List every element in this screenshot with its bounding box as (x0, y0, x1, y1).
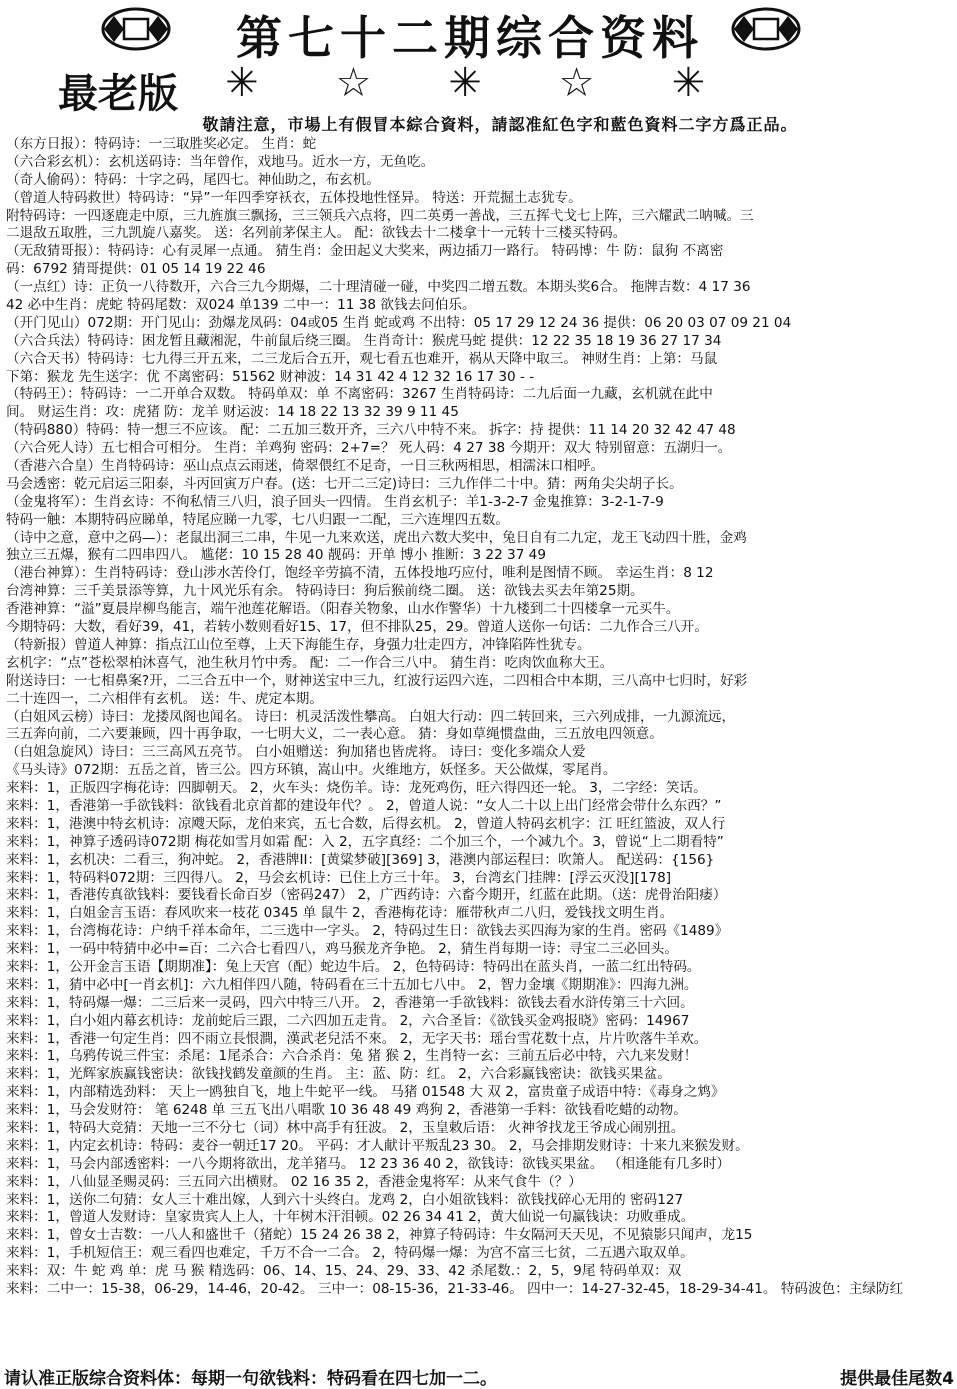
text-line: 42 必中生肖：虎蛇 特码尾数：双024 单139 二中一：11 38 欲钱去问伯乐。 (6, 297, 476, 314)
text-line: （六合彩玄机）：玄机送码诗：当年曾作，戏地马。近水一方，无鱼吃。 (6, 153, 435, 170)
text-line: 独立三五爆，猴有二四串四八。 尴佬：10 15 28 40 靓码：开单 博小 推断：3 22 37 49 (6, 547, 546, 564)
text-line: （金鬼将军）：生肖玄诗：不徇私情三八归，浪子回头一四情。 生肖玄机子：羊1-3-2-7 金鬼推算：3-2-1-7-9 (6, 493, 664, 510)
text-line: （开门见山）072期：开门见山：劲爆龙凤码：04或05 生肖 蛇或鸡 不出特：05 17 29 12 24 36 提供：06 20 03 07 09 21 04 (6, 314, 792, 331)
seal-logo-icon (730, 6, 802, 52)
text-line: 下第：猴龙 先生送字：优 不离密码：51562 财神波：14 31 42 4 12 32 16 17 30 - - (6, 368, 535, 385)
text-line: 来料：1，正版四字梅花诗：四脚朝天。 2，火车头：烧伤羊。诗：龙死鸡伤，旺六得四还一轮。 3，二字经：笑话。 (6, 780, 707, 797)
text-line: 来料：1，香港一句定生肖：四不雨立長恨澗，漢武老兒活不來。 2，无字天书：瑶台雪花数十点，片片吹落牛羊欢。 (6, 1030, 708, 1047)
text-line: 附送诗曰：一七相鼻案?开，二三合五中一个，财神送宝中三九，红波行运四六连，二四相合中本期，三八高中七归时，好彩 (6, 672, 748, 689)
text-line: （六合死人诗）五七相合可相分。 生肖：羊鸡狗 密码：2+7=？ 死人码：4 27 38 今期开：双大 特别留意：五湖归一。 (6, 440, 732, 457)
text-line: 来料：1，八仙显圣赐灵码：三五同六出横财。 02 16 35 2，香港金鬼将军：从来气食牛（？） (6, 1173, 582, 1190)
text-line: 来料：1，神算子透码诗072期 梅花如雪月如霜 配：入 2，五字真经：二个加三个，一个减九个。3，曾说“上二期看特” (6, 833, 724, 850)
text-line: 来料：1，猜中必中[一肖玄机]：六九相伴四八随，特码看在三十五加七八中。 2，智力金壤《期期准》：四海九洲。 (6, 976, 698, 993)
text-line: 来料：1，香港第一手欲钱料：欲钱看北京首都的建设年代？。 2，曾道人说：“女人二十以上出门经常会带什么东西？” (6, 797, 722, 814)
text-line: 来料：1，台湾梅花诗：户纳千祥本命年，二三选中一字头。 2，特码过生日：欲钱去买四海为家的生肖。密码《1489》 (6, 923, 729, 940)
asterisk-icon: ✳ (225, 60, 259, 106)
text-line: （诗中之意，意中之码—）：老鼠出洞三二串，牛见一九来欢送，虎出六数大奖中，兔日自有二九定，龙王飞动四十胜，金鸡 (6, 529, 747, 546)
edition-label: 最老版 (58, 70, 178, 117)
text-line: 来料：1，手机短信王：观三看四也难定，千万不合一二合。 2，特码爆一爆：为宫不富三七贫，二五遇六取双单。 (6, 1245, 694, 1262)
text-line: 来料：1，玄机决：二看三，狗冲蛇。 2，香港牌II：[黄粱梦破][369] 3，港澳内部运程曰：吹箫人。 配送码：{156} (6, 851, 715, 868)
text-line: 来料：1，港澳中特玄机诗：凉飕天际，龙伯来宾，五七合数，后得玄机。 2，曾道人特码玄机字：江 旺红篮波，双人行 (6, 815, 726, 832)
text-line: （东方日报）：特码诗：一三取胜奖必定。 生肖：蛇 (6, 136, 317, 152)
notice-text: 敬請注意，市場上有假冒本綜合資料，請認准紅色字和藍色資料二字方爲正品。 (202, 115, 798, 134)
text-line: （港台神算）：生肖特码诗：登山涉水苦伶仃，饱经辛劳搞不清，五体投地巧应付，唯利是图情不顾。 幸运生肖：8 12 (6, 565, 714, 582)
text-line: 来料：1，送你二句猜：女人三十难出嫁，人到六十头终白。龙鸡 2，白小姐欲钱料：欲钱找碎心无用的 密码127 (6, 1191, 684, 1208)
text-line: （香港六合皇）生肖特码诗：巫山点点云雨迷，倚翠偎红不足奇，一日三秋两相思，相濡沫口相呼。 (6, 458, 605, 475)
text-line: 三五奔向前，二六要兼顾，四十再争取，一七明大义，二一表心意。 猜：身如草绳惯盘曲，三五放电四领意。 (6, 726, 663, 743)
text-line: 玄机字：“点”苍松翠柏沐喜气，池生秋月竹中秀。 配：二一作合三八中。 猜生肖：吃肉饮血称大王。 (6, 654, 614, 671)
text-line: 来料：1，马会发财符： 笔 6248 单 三五飞出八唱歌 10 36 48 49 鸡狗 2，香港第一手料：欲钱看吃蜡的动物。 (6, 1102, 687, 1119)
text-line: 来料：二中一：15-38，06-29，14-46，20-42。 三中一：08-15-36，21-33-46。 四中一：14-27-32-45，18-29-34-41。 特码波色：主绿防红 (6, 1281, 904, 1297)
text-line: （奇人偷码）：特码：十字之码，尾四七。神仙助之，布玄机。 (6, 171, 380, 188)
text-line: 《马头诗》072期：五岳之首，皆三公。四方环镇，嵩山中。火维地方，妖怪多。天公做煤，零尾肖。 (6, 762, 617, 779)
text-line: 来料：1，特码爆一爆：二三后来一灵码，四六中特三八开。 2，香港第一手欲钱料：欲钱去看水浒传第三十六回。 (6, 994, 694, 1011)
star-icon: ☆ (335, 60, 372, 106)
text-line: 来料：1，曾道人发财诗：皇家贵宾人上人，十年树木汗泪顿。02 26 34 41 2，黄大仙说一句赢钱诀：功败垂成。 (6, 1209, 695, 1226)
text-line: （六合天书）特码诗：七九得三开五来，二三龙后合五开，观七看五也难开，祸从天降中取三。 神财生肖：上第：马鼠 (6, 350, 718, 367)
footer-right-text: 提供最佳尾数4 (840, 1369, 954, 1389)
text-line: 来料：1，内定玄机诗：特码：麦谷一朝迁17 20。 平码：才人献计平叛乱23 30。 2，马会排期发财诗：十来九来猴发财。 (6, 1137, 749, 1154)
page-title: 第七十二期综合资料 (236, 11, 704, 65)
text-line: 来料：1，内部精选劲料： 天上一鸥独自飞，地上牛蛇平一线。 马猪 01548 大 双 2，富贵童子成语中特：《毒身之鸩》 (6, 1084, 725, 1101)
text-line: 今期特码：大数，看好39，41，若转小数则看好15、17，但不排队25，29。曾道人送你一句话：二九作合三八开。 (6, 619, 708, 636)
text-line: 来料：1，香港传真欲钱料：要钱看长命百岁（密码247） 2，广西药诗：六畜今期开，红蓝在此期。（送：虎骨治阳痿） (6, 887, 727, 904)
text-line: 来料：1，公开金言玉语【期期准】：兔上天宫（配）蛇边牛后。 2，色特码诗：特码出在蓝头肖，一蓝二红出特码。 (6, 958, 701, 975)
text-line: 香港神算：“溢”夏晨岸柳鸟能言，端午池莲花解语。（阳春关物象，山水作警华）十九楼到二十四楼拿一元买牛。 (6, 601, 680, 618)
text-line: 来料：1，特码大竞猜：天地一三不分七（词）林中高手有狂波。 2，玉皇敕后语： 火神爷找龙王爷成心闹别扭。 (6, 1119, 685, 1136)
footer (4, 1364, 954, 1389)
text-line: （白姐风云榜）诗曰：龙搂凤阁也闻名。 诗曰：机灵活泼性攀高。 白姐大行动：四二转回来，三六列成排，一九源流远， (6, 708, 736, 725)
text-line: 来料：双：牛 蛇 鸡 单：虎 马 猴 精选码：06、14、15、24、29、33、42 杀尾数.：2，5，9尾 特码单双：双 (6, 1263, 682, 1280)
text-line: （曾道人特码救世）特码诗：“异”一年四季穿袄衣，五体投地性怪异。 特送：开荒掘土志犹专。 (6, 189, 582, 206)
text-line: 二退敌五取胜，三九凯旋八嘉奖。 送：名列前茅保主人。 配：欲钱去十二楼拿十一元转十三楼买特码。 (6, 225, 627, 242)
text-line: 马会透密：乾元启运三阳泰，斗丙回寅万户春。(送：七开二三定)诗曰：三九作伴二十中。猜：两角尖尖胡子长。 (6, 475, 683, 492)
text-line: 来料：1，白姐金言玉语：春风吹来一枝花 0345 单 鼠牛 2，香港梅花诗：雁带秋声二八归，爱钱找文明生肖。 (6, 905, 674, 922)
text-line: （特码王）：特码诗：一二开单合双数。 特码单双：单 不离密码：3267 生肖特码诗：二九后面一九藏，玄机就在此中 (6, 386, 713, 403)
content-body (6, 136, 951, 1299)
text-line: 来料：1，马会内部透密料：一八今期将欲出，龙羊猪马。 12 23 36 40 2，欲钱诗：欲钱买果盆。 （相逢能有几多时） (6, 1155, 731, 1172)
text-line: 特码一触：本期特码应睇单，特尾应睇一九零，七八归跟一二配，三六连埋四五数。 (6, 511, 509, 528)
text-line: 来料：1，一码中特猜中必中=百：二六合七看四八，鸡马猴龙齐争艳。 2，猜生肖每期一诗：寻宝二三必回头。 (6, 941, 678, 958)
text-line: 间。 财运生肖：攻：虎猪 防：龙羊 财运波：14 18 22 13 32 39 9 11 45 (6, 404, 459, 421)
text-line: 二十连四一，二六相伴有玄机。 送：牛、虎定本期。 (6, 690, 323, 707)
text-line: （特新报）曾道人神算：指点江山位至尊，上天下海能生存，身强力壮走四方，冲锋陷阵性犹专。 (6, 636, 591, 653)
star-row (225, 60, 705, 106)
text-line: 台湾神算：三千美景添等算，九十风光乐有余。 特码诗曰：狗后猴前绕二圈。 送：欲钱去买去年第25期。 (6, 583, 644, 600)
text-line: 来料：1，乌鸦传说三件宝：杀尾：1尾杀合：六合杀肖：兔 猪 猴 2，生肖特一玄：三前五后必中特，六九来发财！ (6, 1048, 698, 1065)
seal-logo-icon (100, 6, 172, 52)
text-line: （无敌猜哥报）：特码诗：心有灵犀一点通。 猜生肖：金田起义大奖来，两边插刀一路行。 特码博：牛 防：鼠狗 不离密 (6, 243, 724, 260)
star-icon: ☆ (558, 60, 595, 106)
asterisk-icon: ✳ (448, 60, 482, 106)
footer-left-text: 请认准正版综合资料体：每期一句欲钱料：特码看在四七加一二。 (4, 1369, 497, 1389)
text-line: 来料：1，特码料072期：三四得八。 2，马会玄机诗：已住上方三十年。 3，台湾玄门挂牌：[浮云灭没][178] (6, 869, 672, 886)
text-line: （一点红）诗：正负一八待数开，六合三九今期爆，二十理清碰一碰，中奖四二增五数。本期头奖6合。 拖牌吉数：4 17 36 (6, 279, 751, 296)
text-line: （特码880）特码：特一想三不应该。 配：二五加三数开齐，三六八中特不来。 拆字：持 提供：11 14 20 32 42 47 48 (6, 422, 736, 439)
asterisk-icon: ✳ (671, 60, 705, 106)
header (0, 0, 957, 65)
text-line: 附特码诗：一四逐鹿走中原，三九旌旗三飘扬，三三领兵六点将，四二英勇一善战，三五挥弋戈七上阵，三六耀武二呐喊。三 (6, 207, 754, 224)
text-line: （六合兵法）特码诗：困龙暂且藏湘泥，牛前鼠后绕三圈。 生肖奇计：猴虎马蛇 提供：12 22 35 18 19 36 27 17 34 (6, 332, 722, 349)
text-line: 来料：1，白小姐内幕玄机诗：龙前蛇后三跟，二六四加五走肯。 2，六合圣旨：《欲钱买金鸡报晓》密码：14967 (6, 1012, 690, 1029)
text-line: 来料：1，曾女士吉数：一八人和盛世千（猪蛇）15 24 26 38 2，神算子特码诗：牛女隔河天天见，不见猿影只闻声，龙15 (6, 1227, 753, 1244)
text-line: 码：6792 猜哥提供：01 05 14 19 22 46 (6, 261, 266, 278)
text-line: 来料：1，光辉家族赢钱密诀：欲钱找鹤发童颜的生肖。 主：蓝、防：红。 2，六合彩赢钱密诀：欲钱买果盆。 (6, 1066, 671, 1083)
text-line: （白姐急旋风）诗曰：三三高风五亮节。 白小姐赠送：狗加猪也皆虎将。 诗曰：变化多端众人爱 (6, 744, 586, 761)
